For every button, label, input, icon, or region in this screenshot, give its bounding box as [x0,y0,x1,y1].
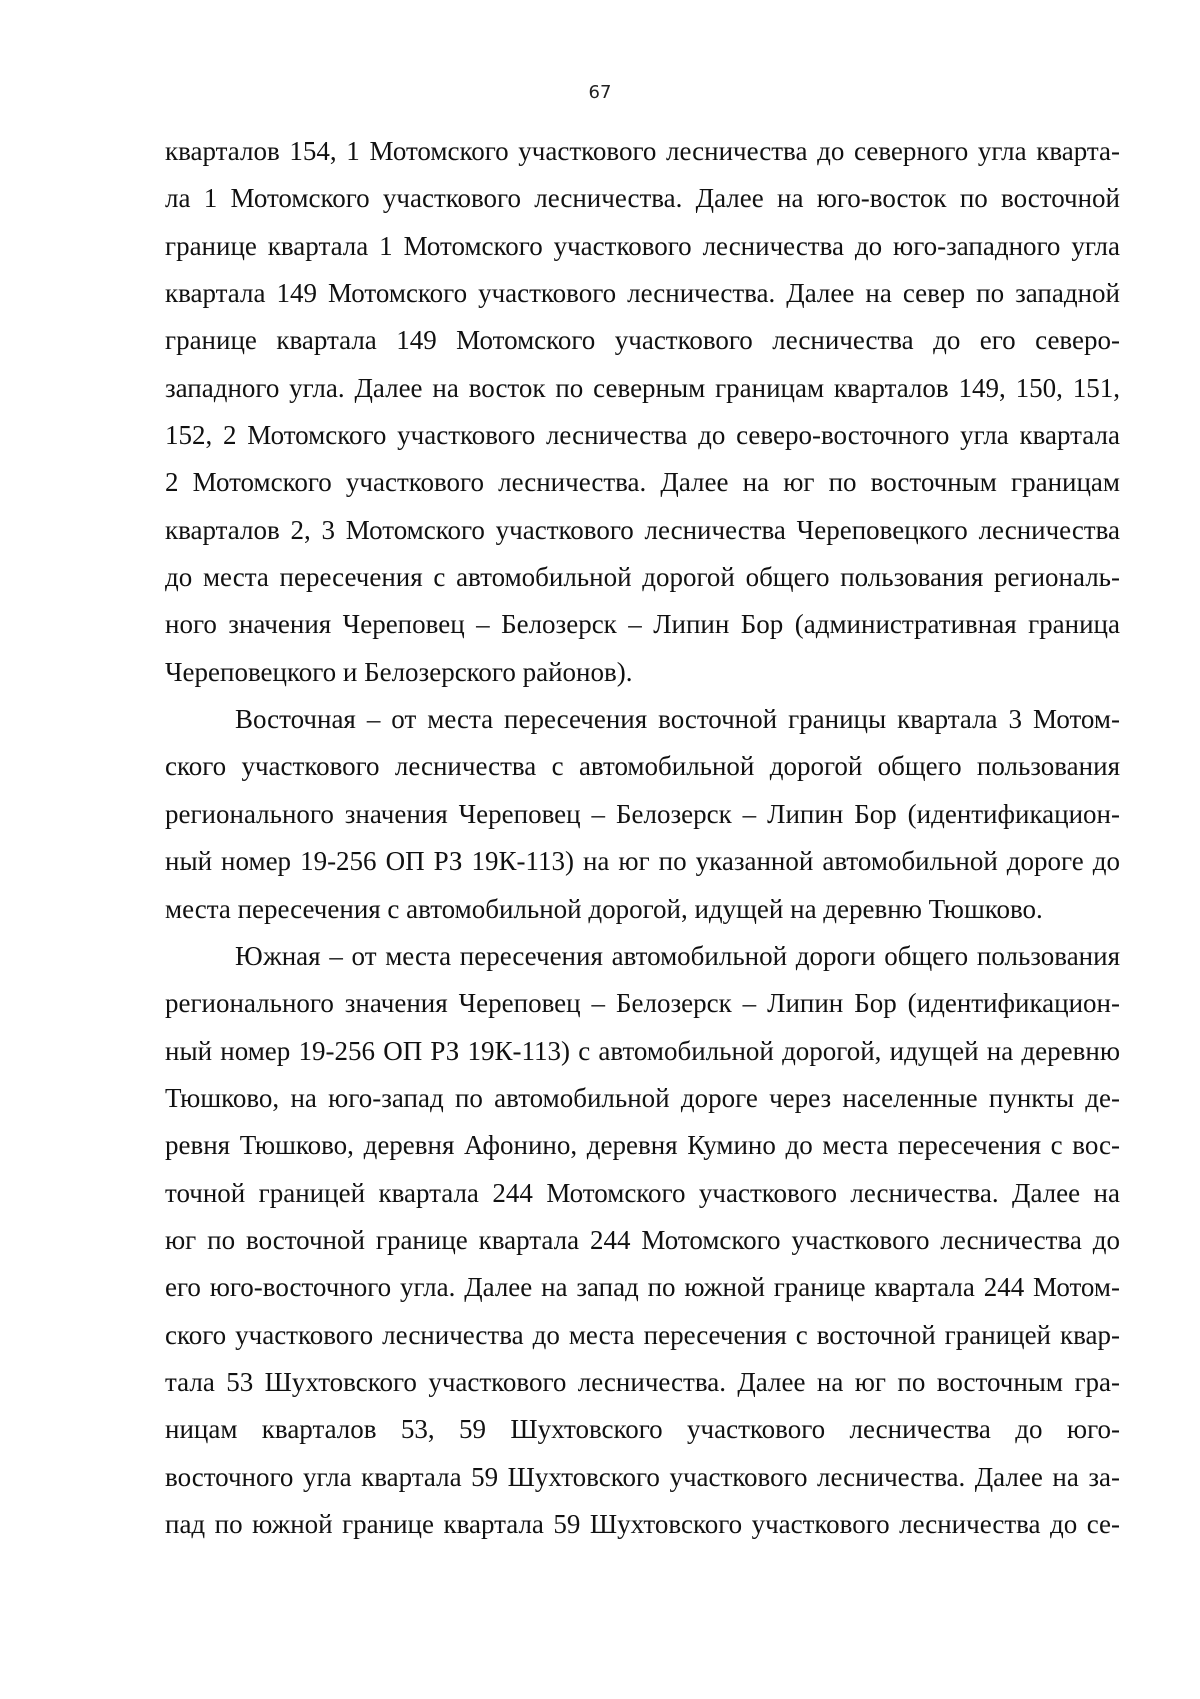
text-line: границе квартала 1 Мотомского участкового лесничества до юго-западного угла [165,230,1120,261]
text-line: восточного угла квартала 59 Шухтовского участкового лесничества. Далее на за- [165,1461,1120,1492]
text-line: Восточная – от места пересечения восточной границы квартала 3 Мотом- [235,704,1120,735]
text-line: ского участкового лесничества с автомобильной дорогой общего пользования [165,751,1120,782]
page-number: 67 [588,82,612,103]
paragraph-southern [165,933,1120,1548]
text-line: ла 1 Мотомского участкового лесничества. Далее на юго-восток по восточной [165,183,1120,214]
paragraph-continuation [165,128,1120,696]
text-line: пад по южной границе квартала 59 Шухтовского участкового лесничества до се- [165,1508,1120,1539]
text-line: регионального значения Череповец – Белозерск – Липин Бор (идентификацион- [165,798,1120,829]
text-line: юг по восточной границе квартала 244 Мотомского участкового лесничества до [165,1224,1120,1255]
text-line: Череповецкого и Белозерского районов). [165,656,633,687]
text-line: места пересечения с автомобильной дорогой, идущей на деревню Тюшково. [165,893,1043,924]
text-line: кварталов 2, 3 Мотомского участкового лесничества Череповецкого лесничества [165,514,1120,545]
text-line: границе квартала 149 Мотомского участкового лесничества до его северо- [165,325,1120,356]
text-line: регионального значения Череповец – Белозерск – Липин Бор (идентификацион- [165,988,1120,1019]
text-line: его юго-восточного угла. Далее на запад по южной границе квартала 244 Мотом- [165,1272,1120,1303]
text-line: ского участкового лесничества до места пересечения с восточной границей квар- [165,1319,1120,1350]
paragraph-eastern [165,696,1120,933]
text-line: квартала 149 Мотомского участкового лесничества. Далее на север по западной [165,278,1120,309]
text-line: ного значения Череповец – Белозерск – Липин Бор (административная граница [165,609,1120,640]
text-line: ревня Тюшково, деревня Афонино, деревня Кумино до места пересечения с вос- [165,1130,1120,1161]
text-line: 2 Мотомского участкового лесничества. Далее на юг по восточным границам [165,467,1120,498]
text-line: Тюшково, на юго-запад по автомобильной дороге через населенные пункты де- [165,1082,1120,1113]
text-line: ный номер 19-256 ОП РЗ 19К-113) с автомобильной дорогой, идущей на деревню [165,1035,1120,1066]
text-line: тала 53 Шухтовского участкового лесничества. Далее на юг по восточным гра- [165,1366,1120,1397]
text-line: Южная – от места пересечения автомобильной дороги общего пользования [235,940,1120,971]
text-line: 152, 2 Мотомского участкового лесничества до северо-восточного угла квартала [165,420,1120,451]
text-line: кварталов 154, 1 Мотомского участкового лесничества до северного угла кварта- [165,136,1120,166]
text-line: ный номер 19-256 ОП РЗ 19К-113) на юг по указанной автомобильной дороге до [165,846,1120,877]
text-line: западного угла. Далее на восток по северным границам кварталов 149, 150, 151, [165,372,1120,403]
text-line: ницам кварталов 53, 59 Шухтовского участкового лесничества до юго- [165,1414,1120,1445]
document-body [165,128,1120,1548]
text-line: точной границей квартала 244 Мотомского участкового лесничества. Далее на [165,1177,1120,1208]
text-line: до места пересечения с автомобильной дорогой общего пользования региональ- [165,562,1120,593]
